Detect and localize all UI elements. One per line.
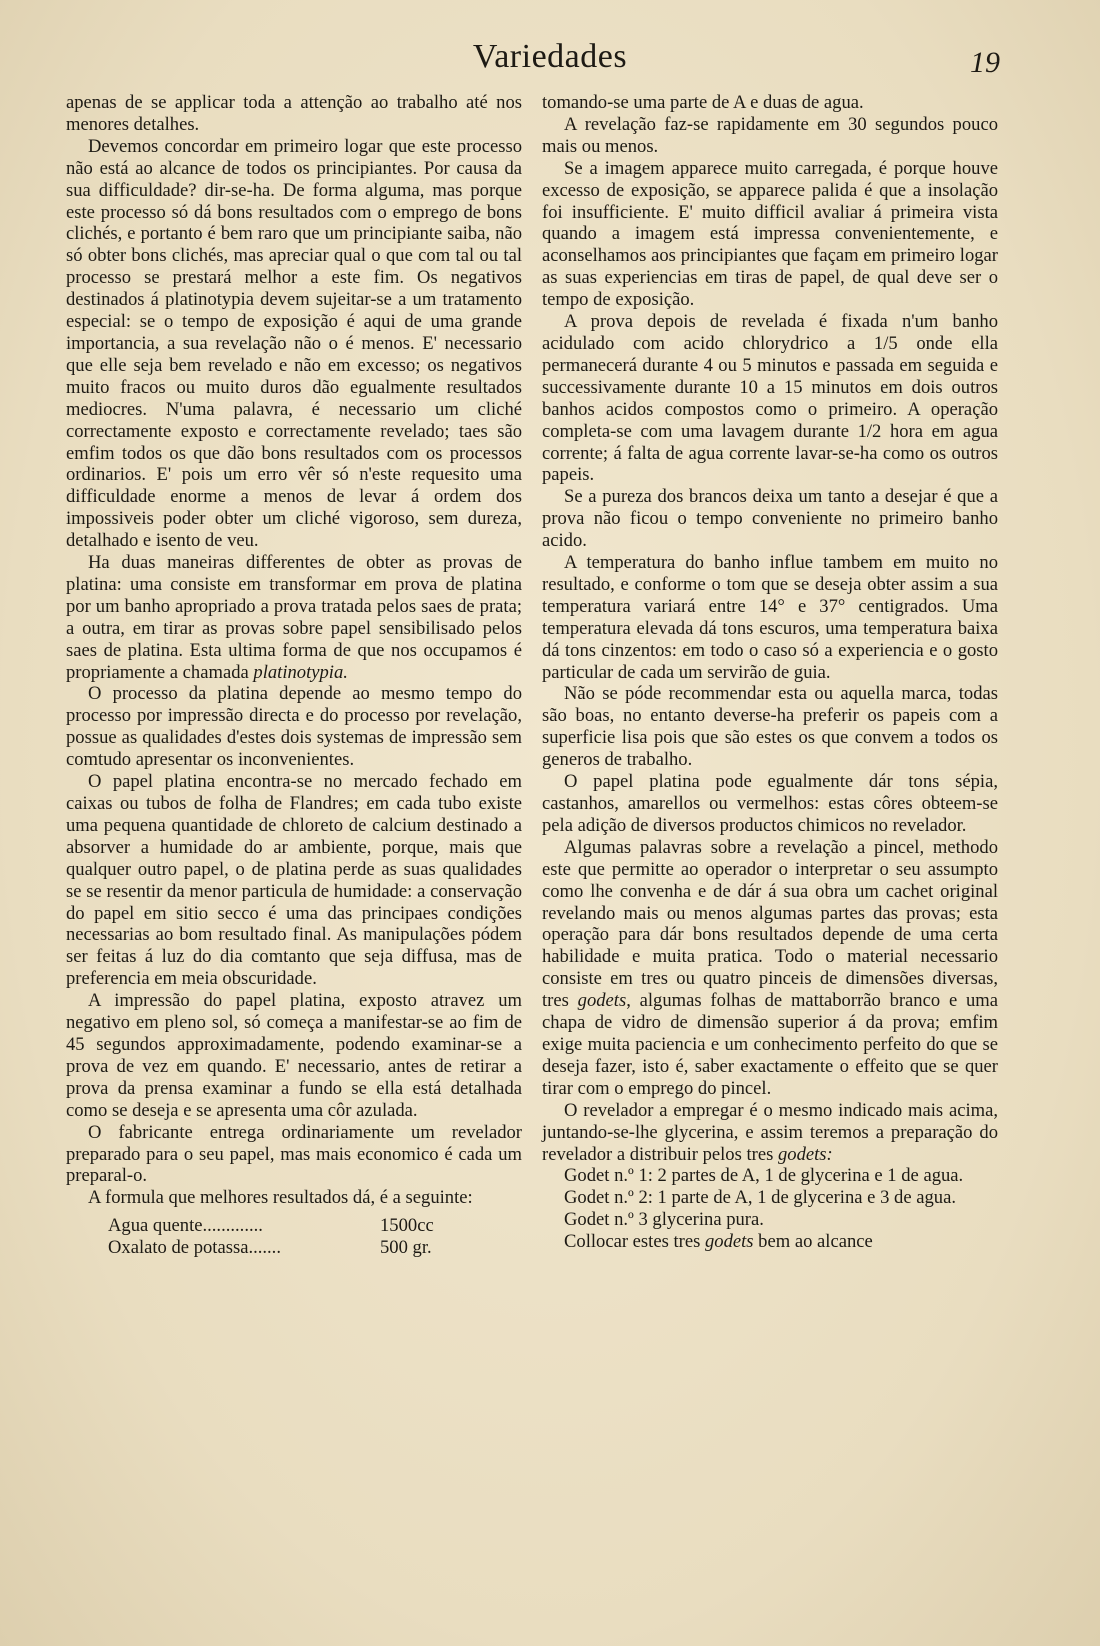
paragraph: A temperatura do banho influe tambem em muito no resultado, e conforme o tom que se deseja obter assim a sua temperatura variará entre 14° e 37° centigrados. Uma temperatura elevada dá tons escuros, uma temperatura baixa dá tons cinzentos: em todo o caso só a experiencia e o gosto particular de cada um servirão de guia. xyxy=(542,552,998,683)
paragraph: O processo da platina depende ao mesmo tempo do processo por impressão directa e do processo por revelação, possue as qualidades d'estes dois systemas de impressão sem comtudo apresentar os inconvenientes. xyxy=(66,683,522,771)
paragraph: apenas de se applicar toda a attenção ao trabalho até nos menores detalhes. xyxy=(66,92,522,135)
formula-ingredient: Oxalato de potassa....... xyxy=(108,1237,281,1259)
left-column xyxy=(66,92,522,1259)
paragraph-text: bem ao alcance xyxy=(753,1231,873,1253)
formula-table xyxy=(108,1215,434,1259)
paragraph-text: Collocar estes tres xyxy=(564,1231,705,1253)
paragraph: O papel platina encontra-se no mercado fechado em caixas ou tubos de folha de Flandres; em cada tubo existe uma pequena quantidade de chloreto de calcium destinado a absorver a humidade do ar ambiente, porque, mais que qualquer outro papel, o de platina perde as suas qualidades se se resentir da menor particula de humidade: a conservação do papel em sitio secco é uma das principaes condições necessarias ao bom resultado final. As manipulações pódem ser feitas á luz do dia comtanto que seja diffusa, mas de preferencia em meia obscuridade. xyxy=(66,771,522,990)
paragraph: Não se póde recommendar esta ou aquella marca, todas são boas, no entanto deverse-ha preferir os papeis com a superficie lisa pois que são estes os que convem a todos os generos de trabalho. xyxy=(542,683,998,771)
paragraph xyxy=(542,837,998,1100)
paragraph: tomando-se uma parte de A e duas de agua. xyxy=(542,92,864,113)
paragraph-text: O revelador a empregar é o mesmo indicado mais acima, juntando-se-lhe glycerina, e assim teremos a preparação do revelador a distribuir pelos tres xyxy=(542,1099,998,1165)
paragraph: Se a pureza dos brancos deixa um tanto a desejar é que a prova não ficou o tempo conveniente no primeiro banho acido. xyxy=(542,486,998,552)
paragraph: O fabricante entrega ordinariamente um revelador preparado para o seu papel, mas mais economico é cada um preparal-o. xyxy=(66,1121,522,1187)
page-number: 19 xyxy=(970,46,1000,79)
paragraph xyxy=(542,1231,998,1253)
paragraph xyxy=(66,552,522,683)
paragraph: Se a imagem apparece muito carregada, é porque houve excesso de exposição, se apparece palida é que a insolação foi insufficiente. E' muito difficil avaliar á primeira vista quando a imagem está impressa convenientemente, e aconselhamos aos principiantes que façam em primeiro logar as suas experiencias em tiras de papel, de qual deve ser o tempo de exposição. xyxy=(542,157,998,311)
emphasis-term: godets xyxy=(577,990,627,1012)
paragraph-text: , algumas folhas de mattaborrão branco e uma chapa de vidro de dimensão superior á da prova; emfim exige muita paciencia e um conhecimento perfeito do que se deseja fazer, isto é, saber exactamente o effeito que se quer tirar com o emprego do pincel. xyxy=(542,990,998,1099)
running-title: Variedades xyxy=(472,38,628,75)
emphasis-term: platinotypia. xyxy=(253,661,348,683)
paragraph xyxy=(542,1100,998,1166)
paragraph: A impressão do papel platina, exposto atravez um negativo em pleno sol, só começa a manifestar-se ao fim de 45 segundos approximadamente, podendo examinar-se a prova de vez em quando. E' necessario, antes de retirar a prova da prensa examinar a fundo se ella está detalhada como se deseja e se apresenta uma côr azulada. xyxy=(66,990,522,1121)
godet-recipe-3: Godet n.º 3 glycerina pura. xyxy=(564,1209,764,1231)
paragraph-text: Ha duas maneiras differentes de obter as provas de platina: uma consiste em transformar em prova de platina por um banho apropriado a prova tratada pelos saes de prata; a outra, em tirar as provas sobre papel sensibilisado pelos saes de platina. Esta ultima forma de que nos occupamos é propriamente a chamada xyxy=(66,552,522,683)
formula-ingredient: Agua quente............. xyxy=(108,1215,263,1237)
right-column xyxy=(542,92,998,1253)
formula-row xyxy=(108,1237,434,1259)
paragraph-text: Algumas palavras sobre a revelação a pincel, methodo este que permitte ao operador o interpretar o seu assumpto como lhe convenha e de dár á sua obra um cachet original revelando mais ou menos algumas partes das provas; esta operação para dár bons resultados depende de uma certa habilidade e muita pratica. Todo o material necessario consiste em tres ou quatro pinceis de dimensões diversas, tres xyxy=(542,836,998,1012)
formula-quantity: 1500cc xyxy=(380,1215,434,1237)
paragraph: A formula que melhores resultados dá, é a seguinte: xyxy=(88,1187,473,1209)
emphasis-term: godets: xyxy=(777,1143,833,1165)
godet-recipe-1: Godet n.º 1: 2 partes de A, 1 de glycerina e 1 de agua. xyxy=(564,1165,964,1187)
godet-recipe-2: Godet n.º 2: 1 parte de A, 1 de glycerina e 3 de agua. xyxy=(564,1187,956,1209)
paragraph: A prova depois de revelada é fixada n'um banho acidulado com acido chlorydrico a 1/5 onde ella permanecerá durante 4 ou 5 minutos e passada em seguida e successivamente durante 10 a 15 minutos em dois outros banhos acidos compostos como o primeiro. A operação completa-se com uma lavagem durante 1/2 hora em agua corrente; á falta de agua corrente lavar-se-ha como os outros papeis. xyxy=(542,311,998,486)
paragraph: A revelação faz-se rapidamente em 30 segundos pouco mais ou menos. xyxy=(542,113,998,157)
emphasis-term: godets xyxy=(704,1231,754,1253)
formula-quantity: 500 gr. xyxy=(380,1237,432,1259)
formula-row xyxy=(108,1215,434,1237)
paragraph: O papel platina pode egualmente dár tons sépia, castanhos, amarellos ou vermelhos: estas côres obteem-se pela adição de diversos productos chimicos no revelador. xyxy=(542,771,998,836)
paragraph: Devemos concordar em primeiro logar que este processo não está ao alcance de todos os principiantes. Por causa da sua difficuldade? dir-se-ha. De forma alguma, mas porque este processo só dá bons resultados com o emprego de bons clichés, e portanto é bem raro que um principiante saiba, não só obter bons clichés, mas apreciar qual o que com tal ou tal processo se prestará melhor a este fim. Os negativos destinados á platinotypia devem sujeitar-se a um tratamento especial: se o tempo de exposição é aqui de uma grande importancia, a sua revelação não o é menos. E' necessario que elle seja bem revelado e não em excesso; os negativos muito fracos ou muito duros dão egualmente resultados mediocres. N'uma palavra, é necessario um cliché correctamente exposto e correctamente revelado; taes são emfim todos os que dão bons resultados com os processos ordinarios. E' pois um erro vêr só n'este requesito uma difficuldade enorme a menos de levar á ordem dos impossiveis poder obter um cliché vigoroso, sem dureza, detalhado e isento de veu. xyxy=(66,135,522,552)
